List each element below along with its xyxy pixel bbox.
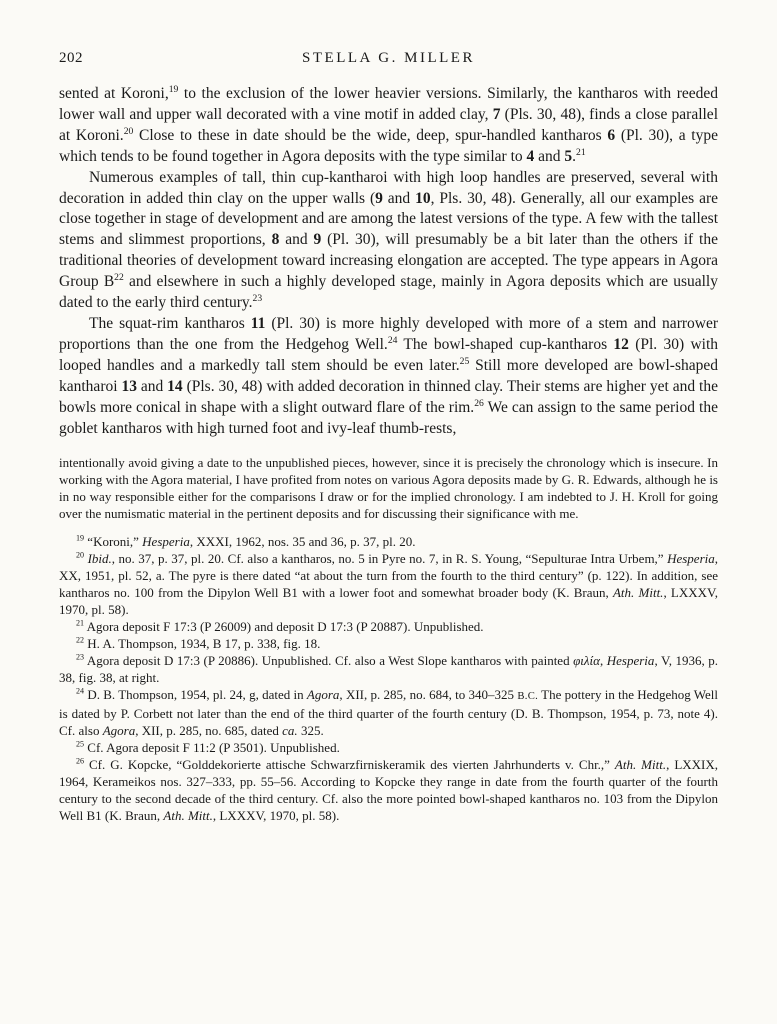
footnote-25: $^{25}$ Cf. Agora deposit F 11:2 (P 3501). Unpublished. [76,740,340,756]
page-header [59,50,718,72]
footnote-19: $^{19}$ “Koroni,” Hesperia, XXXI, 1962, nos. 35 and 36, p. 37, pl. 20. [76,534,416,550]
paragraph-3: The squat-rim kantharos 11 (Pl. 30) is more highly developed with more of a stem and narrower proportions than the one from the Hedgehog Well.$^{24}$ The bowl-shaped cup-kantharos 12 (Pl. 30) with looped handles and a markedly tall stem should be even later.$^{25}$ Still more developed are bowl-shaped kantharoi 13 and 14 (Pls. 30, 48) with added decoration in thinned clay. Their stems are higher yet and the bowls more conical in shape with a slight outward flare of the rim.$^{26}$ We can assign to the same period the goblet kantharos with high turned foot and ivy-leaf thumb-rests, [59,314,718,437]
footnote-continuation: intentionally avoid giving a date to the unpublished pieces, however, since it is precisely the chronology which is insecure. In working with the Agora material, I have profited from notes on various Agora deposits made by G. R. Edwards, although he is in no way responsible either for the comparisons I draw or for the implied chronology. I am indebted to J. H. Kroll for going over the numismatic material in the pertinent deposits and for discussing their significance with me. [59,455,718,522]
footnote-26: $^{26}$ Cf. G. Kopcke, “Golddekorierte attische Schwarzfirniskeramik des vierten Jahrhunderts v. Chr.,” Ath. Mitt., LXXIX, 1964, Kerameikos nos. 327–333, pp. 55–56. According to Kopcke they range in date from the fourth quarter of the fourth century to the second decade of the third century. Cf. also the more pointed bowl-shaped kantharos no. 103 from the Dipylon Well B1 (K. Braun, Ath. Mitt., LXXXV, 1970, pl. 58). [59,757,719,824]
page-number: 202 [59,50,83,66]
footnote-list [59,533,718,824]
footnote-20: $^{20}$ Ibid., no. 37, p. 37, pl. 20. Cf. also a kantharos, no. 5 in Pyre no. 7, in R. S. Young, “Sepulturae Intra Urbem,” Hesperia, XX, 1951, pl. 52, a. The pyre is there dated “at about the turn from the fourth to the third century” (p. 122). In addition, see kantharos no. 100 from the Dipylon Well B1 with a lower foot and somewhat broader body (K. Braun, Ath. Mitt., LXXXV, 1970, pl. 58). [59,551,719,618]
body-text [59,84,718,439]
paragraph-2: Numerous examples of tall, thin cup-kantharoi with high loop handles are preserved, several with decoration in added thin clay on the upper walls (9 and 10, Pls. 30, 48). Generally, all our examples are close together in stage of development and are among the latest versions of the type. A few with the tallest stems and slimmest proportions, 8 and 9 (Pl. 30), will presumably be a bit later than the others if the traditional theories of development toward increasing elongation are accepted. The type appears in Agora Group $B^{22}$ and elsewhere in such a highly developed stage, mainly in Agora deposits which are usually dated to the early third century.$^{23}$ [59,168,718,312]
footnotes-section [59,454,718,824]
footnote-23: $^{23}$ Agora deposit D 17:3 (P 20886). Unpublished. Cf. also a West Slope kantharos with painted φιλία, Hesperia, V, 1936, p. 38, fig. 38, at right. [59,653,719,686]
footnote-22: $^{22}$ H. A. Thompson, 1934, B 17, p. 338, fig. 18. [76,636,321,652]
running-head: STELLA G. MILLER [302,50,475,66]
paragraph-1: sented at Koroni,$^{19}$ to the exclusion of the lower heavier versions. Similarly, the kantharos with reeded lower wall and upper wall decorated with a vine motif in added clay, 7 (Pls. 30, 48), finds a close parallel at Koroni.$^{20}$ Close to these in date should be the wide, deep, spur-handled kantharos 6 (Pl. 30), a type which tends to be found together in Agora deposits with the type similar to 4 and 5.21 [59,83,718,165]
footnote-21: $^{21}$ Agora deposit F 17:3 (P 26009) and deposit D 17:3 (P 20887). Unpublished. [76,619,484,635]
footnote-24: $^{24}$ D. B. Thompson, 1954, pl. 24, g, dated in Agora, XII, p. 285, no. 684, to 340–325 B.C. The pottery in the Hedgehog Well is dated by P. Corbett not later than the end of the third quarter of the fourth century (D. B. Thompson, 1954, p. 73, note 4). Cf. also Agora, XII, p. 285, no. 685, dated ca. 325. [59,687,718,739]
